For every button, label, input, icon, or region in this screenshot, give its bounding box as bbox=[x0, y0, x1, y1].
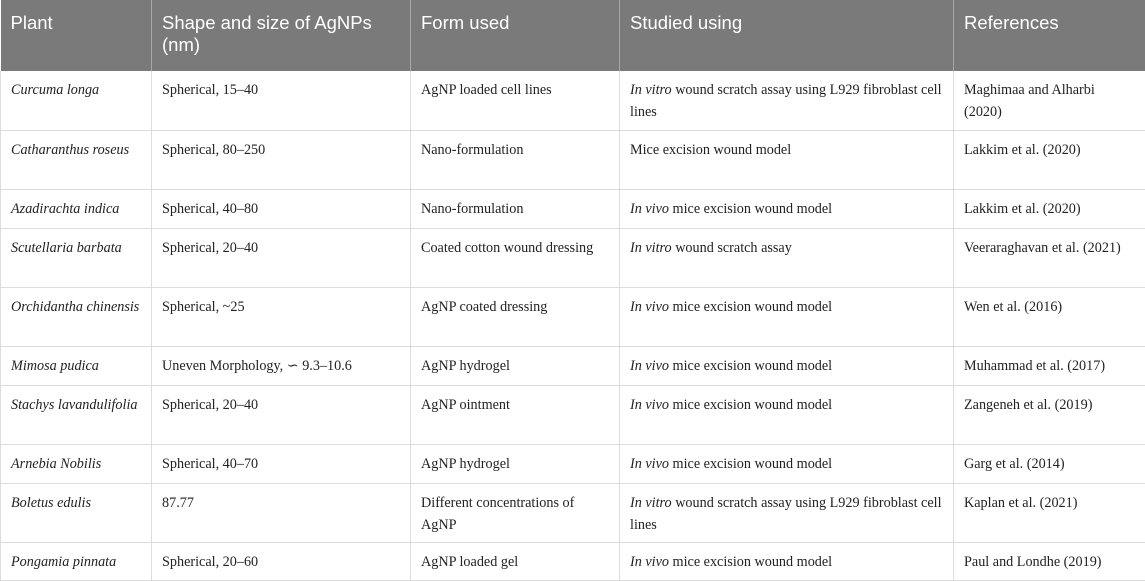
header-references: References bbox=[954, 0, 1145, 71]
table-row bbox=[1, 228, 1145, 287]
table-row bbox=[1, 71, 1145, 130]
studied-text: mice excision wound model bbox=[669, 397, 832, 413]
table-row bbox=[1, 542, 1145, 580]
studied-cell bbox=[620, 542, 954, 580]
studied-cell bbox=[620, 71, 954, 130]
plant-cell: Arnebia Nobilis bbox=[1, 444, 152, 483]
form-cell: Coated cotton wound dressing bbox=[411, 228, 620, 287]
plant-cell: Catharanthus roseus bbox=[1, 130, 152, 189]
table-row bbox=[1, 189, 1145, 228]
studied-text: wound scratch assay using L929 fibroblast cell lines bbox=[630, 82, 942, 120]
form-cell: AgNP hydrogel bbox=[411, 346, 620, 385]
plant-cell: Mimosa pudica bbox=[1, 346, 152, 385]
studied-text: mice excision wound model bbox=[669, 201, 832, 217]
plant-cell: Pongamia pinnata bbox=[1, 542, 152, 580]
reference-cell: Lakkim et al. (2020) bbox=[954, 130, 1145, 189]
form-cell: AgNP hydrogel bbox=[411, 444, 620, 483]
plant-cell: Scutellaria barbata bbox=[1, 228, 152, 287]
shape-cell: Spherical, 80–250 bbox=[152, 130, 411, 189]
studied-text: mice excision wound model bbox=[669, 554, 832, 570]
header-row bbox=[1, 0, 1145, 71]
reference-cell: Veeraraghavan et al. (2021) bbox=[954, 228, 1145, 287]
studied-cell bbox=[620, 189, 954, 228]
table-row bbox=[1, 287, 1145, 346]
table-row bbox=[1, 483, 1145, 542]
table-row bbox=[1, 130, 1145, 189]
studied-cell bbox=[620, 130, 954, 189]
table-row bbox=[1, 346, 1145, 385]
plant-cell: Azadirachta indica bbox=[1, 189, 152, 228]
form-cell: Different concentrations of AgNP bbox=[411, 483, 620, 542]
plant-cell: Boletus edulis bbox=[1, 483, 152, 542]
studied-prefix: In vitro bbox=[630, 82, 672, 98]
shape-cell: Spherical, 20–40 bbox=[152, 385, 411, 444]
plant-cell: Stachys lavandulifolia bbox=[1, 385, 152, 444]
header-form-used: Form used bbox=[411, 0, 620, 71]
studied-text: mice excision wound model bbox=[669, 456, 832, 472]
studied-cell bbox=[620, 346, 954, 385]
studied-cell bbox=[620, 287, 954, 346]
shape-cell: Spherical, ~25 bbox=[152, 287, 411, 346]
shape-cell: Spherical, 40–80 bbox=[152, 189, 411, 228]
studied-prefix: In vivo bbox=[630, 358, 669, 374]
header-shape-size: Shape and size of AgNPs (nm) bbox=[152, 0, 411, 71]
form-cell: AgNP coated dressing bbox=[411, 287, 620, 346]
form-cell: Nano-formulation bbox=[411, 130, 620, 189]
header-plant: Plant bbox=[1, 0, 152, 71]
studied-prefix: In vitro bbox=[630, 495, 672, 511]
studied-cell bbox=[620, 228, 954, 287]
table-header bbox=[1, 0, 1145, 71]
studied-prefix: In vivo bbox=[630, 397, 669, 413]
studied-text: Mice excision wound model bbox=[630, 142, 791, 158]
studied-prefix: In vivo bbox=[630, 299, 669, 315]
reference-cell: Paul and Londhe (2019) bbox=[954, 542, 1145, 580]
studied-prefix: In vivo bbox=[630, 201, 669, 217]
form-cell: Nano-formulation bbox=[411, 189, 620, 228]
header-studied-using: Studied using bbox=[620, 0, 954, 71]
studied-text: wound scratch assay bbox=[672, 240, 792, 256]
studied-text: mice excision wound model bbox=[669, 299, 832, 315]
form-cell: AgNP loaded cell lines bbox=[411, 71, 620, 130]
studied-cell bbox=[620, 483, 954, 542]
studied-prefix: In vivo bbox=[630, 456, 669, 472]
reference-cell: Muhammad et al. (2017) bbox=[954, 346, 1145, 385]
reference-cell: Maghimaa and Alharbi (2020) bbox=[954, 71, 1145, 130]
shape-cell: Spherical, 40–70 bbox=[152, 444, 411, 483]
studied-text: mice excision wound model bbox=[669, 358, 832, 374]
table-body bbox=[1, 71, 1145, 580]
studied-prefix: In vivo bbox=[630, 554, 669, 570]
shape-cell: Uneven Morphology, ∽ 9.3–10.6 bbox=[152, 346, 411, 385]
shape-cell: Spherical, 20–60 bbox=[152, 542, 411, 580]
shape-cell: Spherical, 20–40 bbox=[152, 228, 411, 287]
shape-cell: 87.77 bbox=[152, 483, 411, 542]
reference-cell: Garg et al. (2014) bbox=[954, 444, 1145, 483]
table-row bbox=[1, 385, 1145, 444]
form-cell: AgNP ointment bbox=[411, 385, 620, 444]
form-cell: AgNP loaded gel bbox=[411, 542, 620, 580]
table-row bbox=[1, 444, 1145, 483]
plant-cell: Orchidantha chinensis bbox=[1, 287, 152, 346]
studied-prefix: In vitro bbox=[630, 240, 672, 256]
reference-cell: Zangeneh et al. (2019) bbox=[954, 385, 1145, 444]
reference-cell: Lakkim et al. (2020) bbox=[954, 189, 1145, 228]
studied-text: wound scratch assay using L929 fibroblast cell lines bbox=[630, 495, 942, 533]
studied-cell bbox=[620, 444, 954, 483]
reference-cell: Wen et al. (2016) bbox=[954, 287, 1145, 346]
plant-cell: Curcuma longa bbox=[1, 71, 152, 130]
studied-cell bbox=[620, 385, 954, 444]
shape-cell: Spherical, 15–40 bbox=[152, 71, 411, 130]
reference-cell: Kaplan et al. (2021) bbox=[954, 483, 1145, 542]
